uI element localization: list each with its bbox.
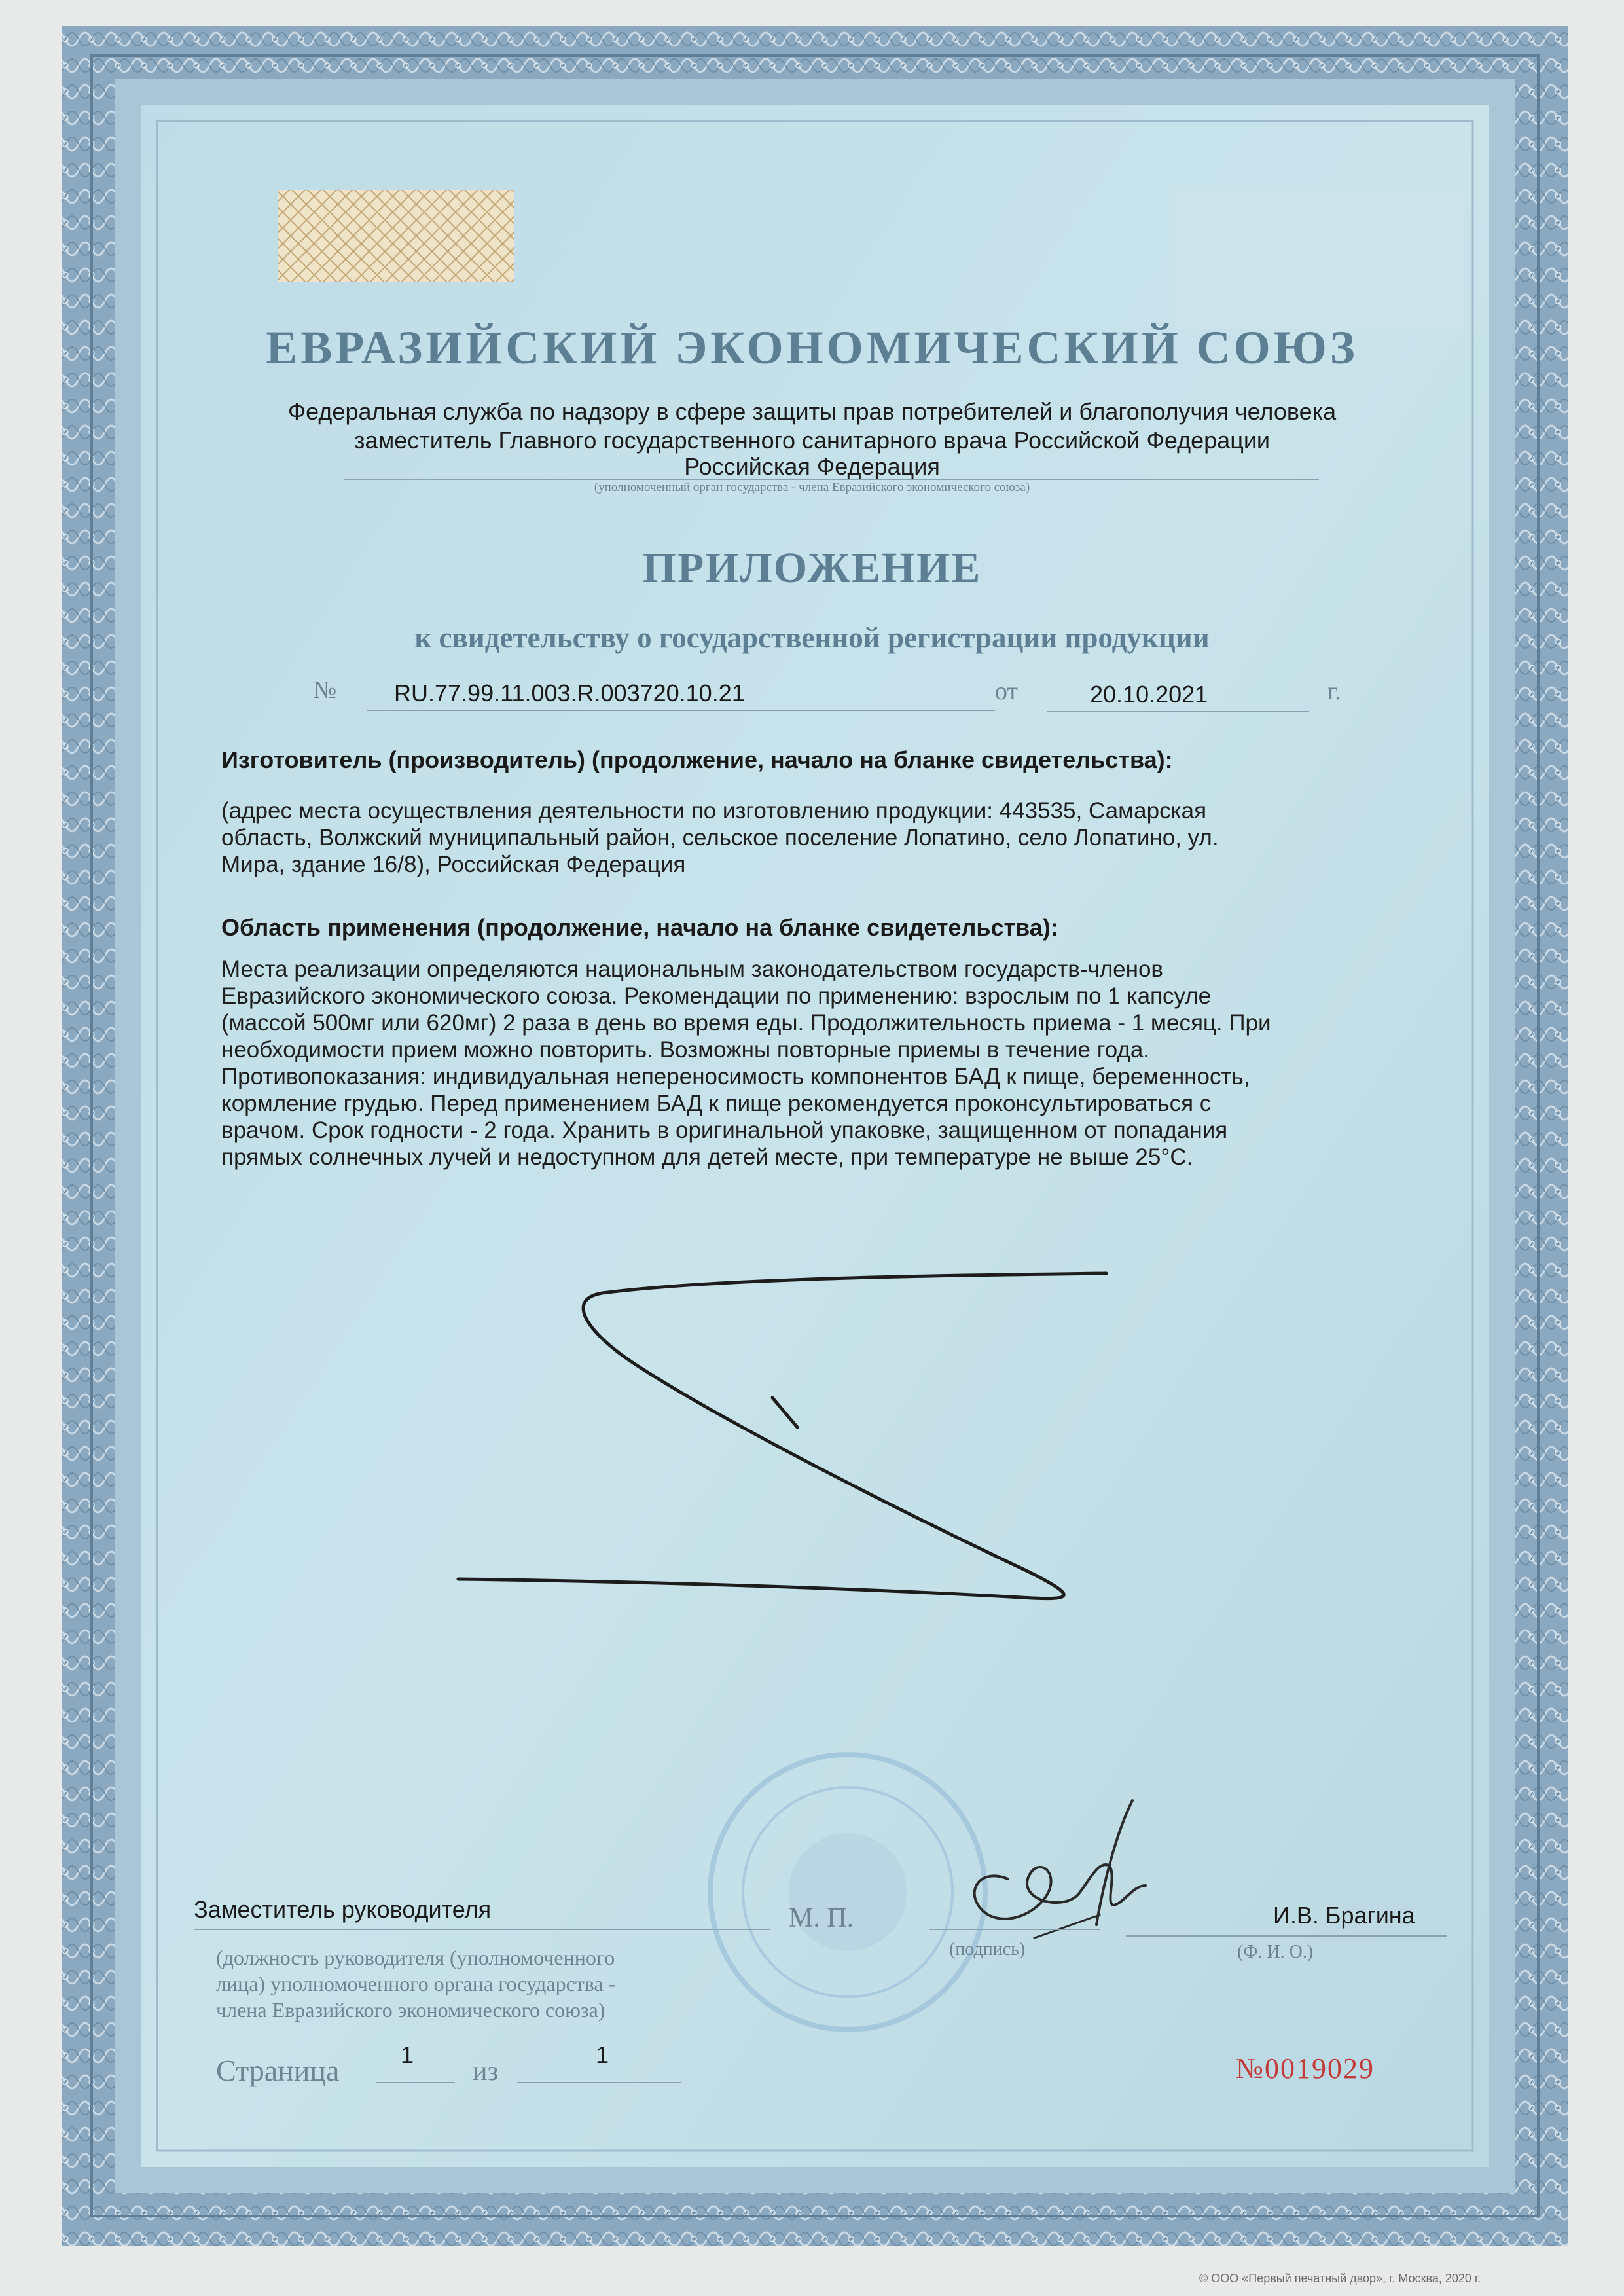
position-caption-line: лица) уполномоченного органа государства -: [216, 1972, 616, 1995]
signature-caption: (подпись): [949, 1939, 1026, 1959]
scope-line: врачом. Срок годности - 2 года. Хранить в оригинальной упаковке, защищенном от попадания: [221, 1118, 1228, 1143]
position-caption-line: (должность руководителя (уполномоченного: [216, 1946, 615, 1969]
scope-line: необходимости прием можно повторить. Возможны повторные приемы в течение года.: [221, 1037, 1150, 1063]
year-suffix: г.: [1327, 678, 1341, 705]
printer-credit: © ООО «Первый печатный двор», г. Москва, 2020 г.: [1199, 2272, 1481, 2285]
manufacturer-line: (адрес места осуществления деятельности по изготовлению продукции: 443535, Самарская: [221, 798, 1207, 824]
page-label: Страница: [216, 2054, 340, 2087]
manufacturer-line: область, Волжский муниципальный район, сельское поселение Лопатино, село Лопатино, ул.: [221, 825, 1219, 850]
scope-line: Места реализации определяются национальным законодательством государств-членов: [221, 957, 1163, 982]
stamp-label: М. П.: [789, 1903, 854, 1933]
name-caption: (Ф. И. О.): [1237, 1942, 1314, 1962]
signer-name: И.В. Брагина: [1273, 1902, 1415, 1929]
document-title: ПРИЛОЖЕНИЕ: [642, 544, 982, 592]
agency-line-1: Федеральная служба по надзору в сфере защиты прав потребителей и благополучия человека: [287, 398, 1337, 425]
signer-position: Заместитель руководителя: [194, 1896, 492, 1923]
scope-line: кормление грудью. Перед применением БАД к пище рекомендуется проконсультироваться с: [221, 1091, 1212, 1116]
serial-number: №0019029: [1236, 2052, 1375, 2085]
scope-line: Евразийского экономического союза. Рекомендации по применению: взрослым по 1 капсуле: [221, 983, 1212, 1009]
scope-line: прямых солнечных лучей и недоступном для детей месте, при температуре не выше 25°C.: [221, 1144, 1193, 1170]
document-subtitle: к свидетельству о государственной регистрации продукции: [414, 621, 1210, 654]
agency-line-2: заместитель Главного государственного санитарного врача Российской Федерации: [353, 427, 1271, 454]
scope-heading: Область применения (продолжение, начало на бланке свидетельства):: [221, 914, 1058, 941]
manufacturer-line: Мира, здание 16/8), Российская Федерация: [221, 852, 686, 877]
registration-date: 20.10.2021: [1090, 681, 1208, 708]
union-title: ЕВРАЗИЙСКИЙ ЭКОНОМИЧЕСКИЙ СОЮЗ: [266, 321, 1358, 374]
number-label: №: [313, 676, 337, 704]
page-number: 1: [401, 2041, 414, 2068]
handwritten-signature: [936, 1787, 1159, 1951]
date-label: от: [995, 678, 1019, 705]
agency-line-3: Российская Федерация: [684, 453, 940, 480]
scope-line: Противопоказания: индивидуальная непереносимость компонентов БАД к пище, беременность,: [221, 1064, 1250, 1089]
manufacturer-heading: Изготовитель (производитель) (продолжение, начало на бланке свидетельства):: [221, 746, 1173, 773]
scope-line: (массой 500мг или 620мг) 2 раза в день во время еды. Продолжительность приема - 1 месяц. При: [221, 1010, 1271, 1036]
page-total: 1: [596, 2041, 609, 2068]
agency-caption: (уполномоченный орган государства - члена Евразийского экономического союза): [594, 481, 1030, 494]
of-label: из: [473, 2056, 499, 2086]
position-caption-line: члена Евразийского экономического союза): [216, 1998, 605, 2022]
registration-number: RU.77.99.11.003.R.003720.10.21: [394, 680, 745, 706]
